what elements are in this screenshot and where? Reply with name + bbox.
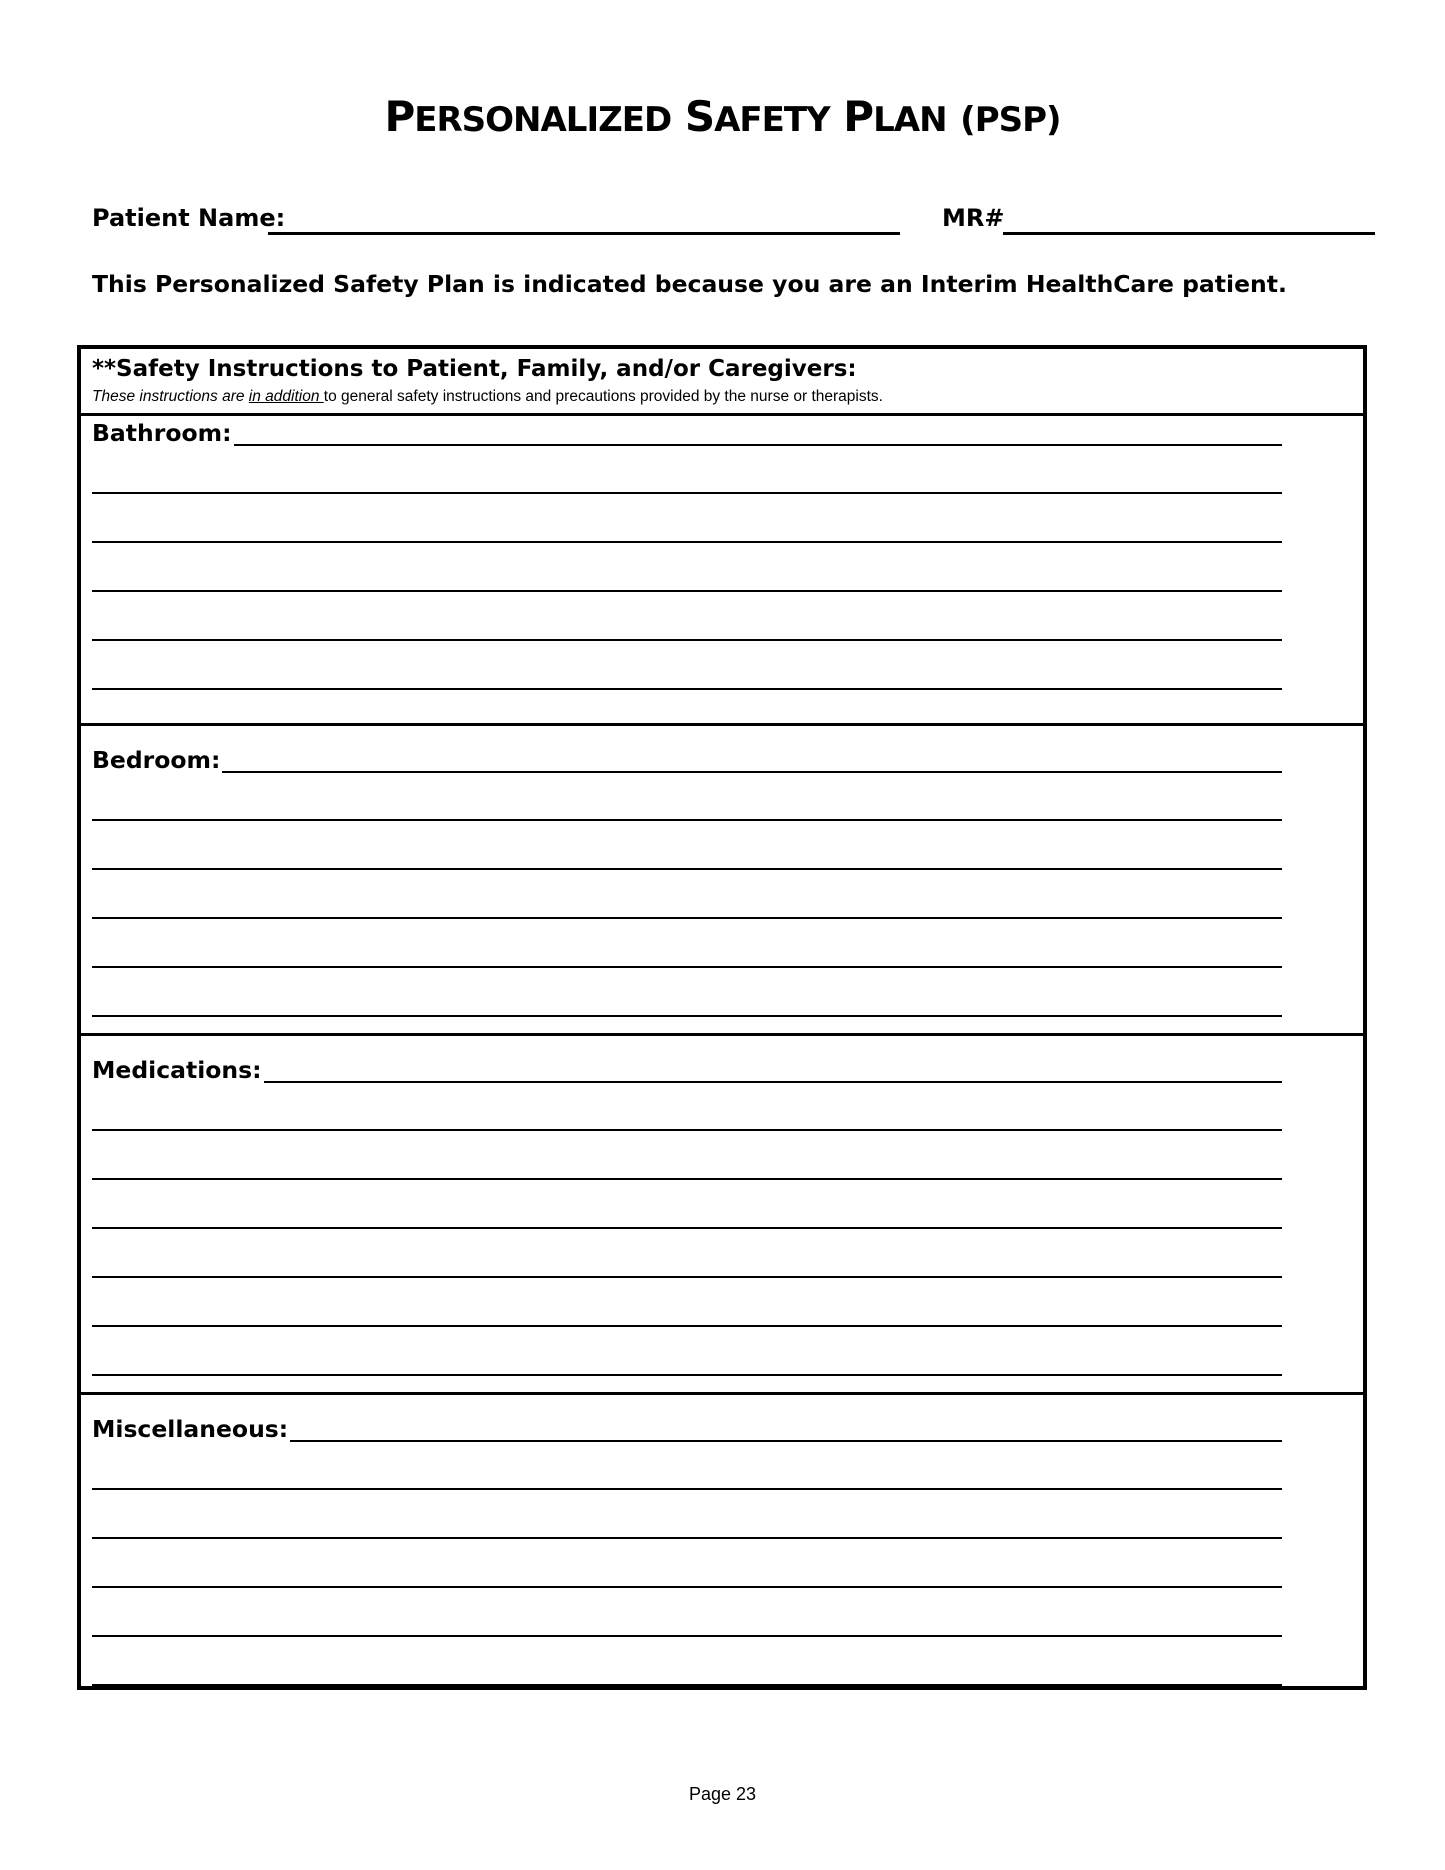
patient-name-label: Patient Name:	[92, 204, 286, 232]
miscellaneous-section	[81, 1395, 1363, 1686]
title-suffix: (PSP)	[960, 100, 1061, 140]
page-number: Page 23	[688, 1784, 757, 1804]
miscellaneous-line-4[interactable]	[92, 1586, 1282, 1588]
bedroom-label: Bedroom:	[92, 746, 221, 774]
bedroom-line-2[interactable]	[92, 819, 1282, 821]
medications-line-1[interactable]	[92, 1081, 1282, 1083]
title-initial-1: P	[384, 92, 415, 141]
miscellaneous-line-5[interactable]	[92, 1635, 1282, 1637]
medications-line-7[interactable]	[92, 1374, 1282, 1376]
bathroom-line-3[interactable]	[92, 541, 1282, 543]
patient-name-field[interactable]	[268, 232, 900, 235]
bedroom-section	[81, 726, 1363, 1036]
medications-line-5[interactable]	[92, 1276, 1282, 1278]
medications-line-3[interactable]	[92, 1178, 1282, 1180]
safety-plan-table	[77, 345, 1367, 1690]
instructions-note	[92, 388, 883, 406]
bedroom-line-3[interactable]	[92, 868, 1282, 870]
intro-text: This Personalized Safety Plan is indicated because you are an Interim HealthCare patient.	[92, 270, 1287, 298]
mr-number-label: MR#	[942, 204, 1005, 232]
patient-info-row	[92, 200, 1292, 236]
bathroom-line-5[interactable]	[92, 639, 1282, 641]
miscellaneous-line-2[interactable]	[92, 1488, 1282, 1490]
title-rest-3: LAN	[873, 100, 947, 140]
miscellaneous-line-3[interactable]	[92, 1537, 1282, 1539]
medications-label: Medications:	[92, 1056, 262, 1084]
instructions-note-part1: These instructions are	[92, 388, 249, 405]
bathroom-label: Bathroom:	[92, 419, 232, 447]
mr-number-field[interactable]	[1003, 232, 1375, 235]
bathroom-line-6[interactable]	[92, 688, 1282, 690]
medications-section	[81, 1036, 1363, 1395]
bathroom-line-1[interactable]	[92, 444, 1282, 446]
instructions-heading: **Safety Instructions to Patient, Family, and/or Caregivers:	[92, 356, 857, 382]
instructions-note-underlined: in addition	[248, 388, 324, 405]
title-rest-2: AFETY	[714, 100, 830, 140]
miscellaneous-label: Miscellaneous:	[92, 1415, 289, 1443]
instructions-note-part2: to general safety instructions and precautions provided by the nurse or therapists.	[323, 388, 883, 405]
bathroom-section	[81, 416, 1363, 726]
instructions-header	[81, 349, 1363, 416]
title-rest-1: ERSONALIZED	[414, 100, 672, 140]
page-title	[0, 92, 1445, 142]
medications-line-6[interactable]	[92, 1325, 1282, 1327]
bedroom-line-4[interactable]	[92, 917, 1282, 919]
bedroom-line-1[interactable]	[92, 771, 1282, 773]
bathroom-line-4[interactable]	[92, 590, 1282, 592]
medications-line-2[interactable]	[92, 1129, 1282, 1131]
miscellaneous-line-6[interactable]	[92, 1684, 1282, 1686]
bedroom-line-6[interactable]	[92, 1015, 1282, 1017]
title-initial-2: S	[684, 92, 715, 141]
bedroom-line-5[interactable]	[92, 966, 1282, 968]
medications-line-4[interactable]	[92, 1227, 1282, 1229]
bathroom-line-2[interactable]	[92, 492, 1282, 494]
title-initial-3: P	[843, 92, 874, 141]
